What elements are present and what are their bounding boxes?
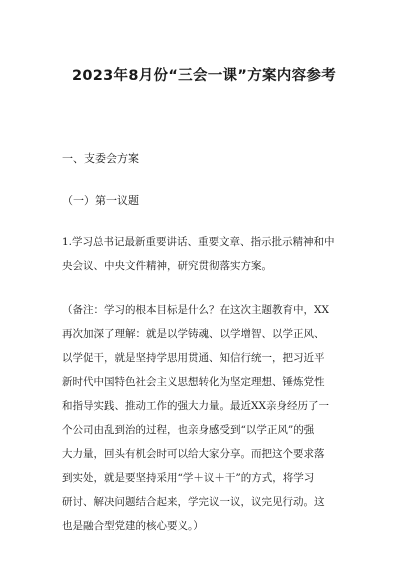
paragraph-line: 研讨、解决问题结合起来，学完议一议，议完见行动。这 <box>62 496 325 508</box>
paragraph-study-topic <box>62 230 358 278</box>
paragraph-line: 大力量，回头有机会时可以给大家分享。而把这个要求落 <box>62 448 325 460</box>
section-heading: 一、支委会方案 <box>62 152 139 165</box>
subsection-heading: （一）第一议题 <box>62 194 139 207</box>
document-title: 2023年8月份“三会一课”方案内容参考 <box>71 68 336 84</box>
paragraph-remark <box>62 298 358 538</box>
paragraph-line: 再次加深了理解：就是以学铸魂、以学增智、以学正风、 <box>62 328 325 340</box>
paragraph-line: 到实处，就是要坚持采用“学＋议＋干”的方式，将学习 <box>62 472 315 484</box>
paragraph-line: （备注：学习的根本目标是什么？在这次主题教育中，XX <box>62 304 329 316</box>
paragraph-line: 1.学习总书记最新重要讲话、重要文章、指示批示精神和中 <box>62 236 335 248</box>
paragraph-line: 新时代中国特色社会主义思想转化为坚定理想、锤炼党性 <box>62 376 325 388</box>
paragraph-line: 以学促干，就是坚持学思用贯通、知信行统一，把习近平 <box>62 352 325 364</box>
paragraph-line: 和指导实践、推动工作的强大力量。最近XX亲身经历了一 <box>62 400 329 412</box>
paragraph-line: 央会议、中央文件精神，研究贯彻落实方案。 <box>62 260 272 272</box>
paragraph-line: 个公司由乱到治的过程，也亲身感受到“以学正风”的强 <box>62 424 315 436</box>
paragraph-line: 也是融合型党建的核心要义。） <box>62 520 204 532</box>
